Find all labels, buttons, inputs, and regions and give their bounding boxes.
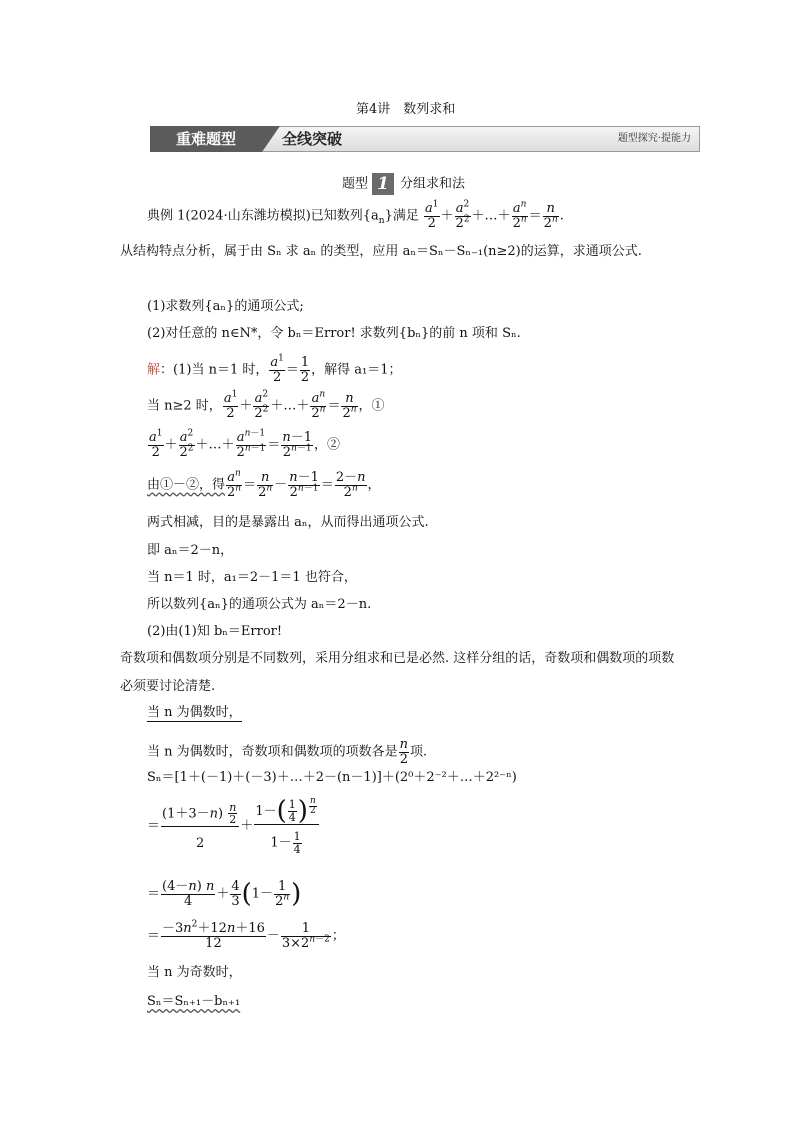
equation-1-head: 当 n≥2 时，	[147, 398, 222, 414]
solution-label: 解	[147, 362, 161, 378]
example-intro: 典例 1(2024·山东潍坊模拟)已知数列{a	[147, 208, 379, 224]
result-conclusion: 所以数列{aₙ}的通项公式为 aₙ＝2－n.	[147, 597, 372, 612]
odd-case-expression	[147, 995, 240, 1008]
question-1: (1)求数列{aₙ}的通项公式;	[147, 299, 304, 314]
even-case-heading	[147, 706, 242, 719]
analysis-note-1: 从结构特点分析，属于由 Sₙ 求 aₙ 的类型，应用 aₙ＝Sₙ－Sₙ₋₁(n≥2)的运算，求通项公式.	[120, 244, 642, 259]
part-2-start: (2)由(1)知 bₙ＝Error!	[147, 624, 283, 639]
banner-wedge	[262, 126, 280, 152]
odd-case-heading: 当 n 为奇数时，	[147, 965, 242, 980]
even-case-label: 当 n 为偶数时，	[147, 705, 242, 720]
sn-step-3: ＝ $\frac{-3n^2+12n+16}{12}$ － $\frac{1}{3\times 2^{n-2}}$ ；	[147, 919, 345, 951]
result-check: 当 n＝1 时，a₁＝2－1＝1 也符合，	[147, 570, 357, 585]
example-statement: 典例 1(2024·山东潍坊模拟)已知数列$\{a_n\}$满足 $\frac{a^1}{2}$ ＋ $\frac{a^2}{2^2}$ ＋…＋ $\frac{a^n}{2^n}$ ＝ $\frac{n}{2^n}$ .	[147, 199, 564, 231]
analysis-note-2: 两式相减，目的是暴露出 aₙ，从而得出通项公式.	[147, 515, 429, 530]
section-name: 分组求和法	[400, 176, 466, 192]
analysis-note-3: 奇数项和偶数项分别是不同数列，采用分组求和已是必然. 这样分组的话，奇数项和偶数项的项数必须要讨论清楚.	[120, 651, 675, 694]
odd-line-text: Sₙ＝Sₙ₊₁－bₙ₊₁	[147, 994, 241, 1009]
sn-step-2: ＝ $\frac{(4-n) n}{4}$ ＋ $\frac{4}{3}$ (1－ $\frac{1}{2^n}$ )	[147, 879, 302, 910]
section-number-badge: 1	[372, 173, 394, 195]
equation-2: $\frac{a^1}{2}$ ＋ $\frac{a^2}{2^2}$ ＋…＋ $\frac{a^{n-1}}{2^{n-1}}$ ＝ $\frac{n-1}{2^{n-1}}$ ，②	[149, 428, 341, 460]
equation-1-marker: ①	[371, 398, 385, 414]
solution-step-1-tail: ，解得 a₁＝1；	[311, 362, 402, 378]
banner-main: 重难题型	[150, 126, 262, 152]
equation-subtract-head: 由①－②，得	[147, 477, 226, 493]
solution-step-1: 解：(1)当 n＝1 时， $\frac{a^1}{2}$ ＝ $\frac{1}{2}$ ，解得 a₁＝1；	[147, 353, 402, 385]
solution-step-1-text: (1)当 n＝1 时，	[173, 362, 269, 378]
sn-step-1: ＝ (1＋3－n) $\frac{n}{2}$ 2 ＋ 1－( $\frac{1}{4}$ ) $^{\frac{n}{2}}$ 1－ $\frac{1}{4}$	[147, 797, 320, 855]
even-note-tail: 项.	[410, 744, 428, 760]
even-note-head: 当 n 为偶数时，奇数项和偶数项的项数各是	[147, 744, 398, 760]
equation-2-marker: ②	[327, 437, 341, 453]
sn-expression: Sₙ＝[1＋(－1)＋(－3)＋…＋2－(n－1)]＋(2⁰＋2⁻²＋…＋2²⁻ⁿ)	[147, 770, 517, 785]
section-banner	[150, 126, 699, 152]
example-intro-tail: }满足	[384, 208, 419, 224]
banner-right: 题型探究·提能力	[617, 133, 691, 144]
question-2: (2)对任意的 n∈N*，令 bₙ＝Error! 求数列{bₙ}的前 n 项和 Sₙ.	[147, 326, 521, 341]
section-heading	[342, 173, 465, 195]
section-label: 题型	[342, 176, 369, 192]
result-an: 即 aₙ＝2－n，	[147, 543, 234, 558]
even-case-note: 当 n 为偶数时，奇数项和偶数项的项数各是 $\frac{n}{2}$ 项.	[147, 737, 428, 767]
page-title: 第4讲 数列求和	[356, 102, 456, 117]
equation-1: 当 n≥2 时， $\frac{a^1}{2}$ ＋ $\frac{a^2}{2^2}$ ＋…＋ $\frac{a^n}{2^n}$ ＝ $\frac{n}{2^n}$ ，①	[147, 389, 385, 421]
banner-sub: 全线突破	[282, 130, 343, 148]
equation-subtract: 由①－②，得 $\frac{a^n}{2^n}$ ＝ $\frac{n}{2^n}$ － $\frac{n-1}{2^{n-1}}$ ＝ $\frac{2-n}{2^n}$ ，	[147, 468, 381, 500]
